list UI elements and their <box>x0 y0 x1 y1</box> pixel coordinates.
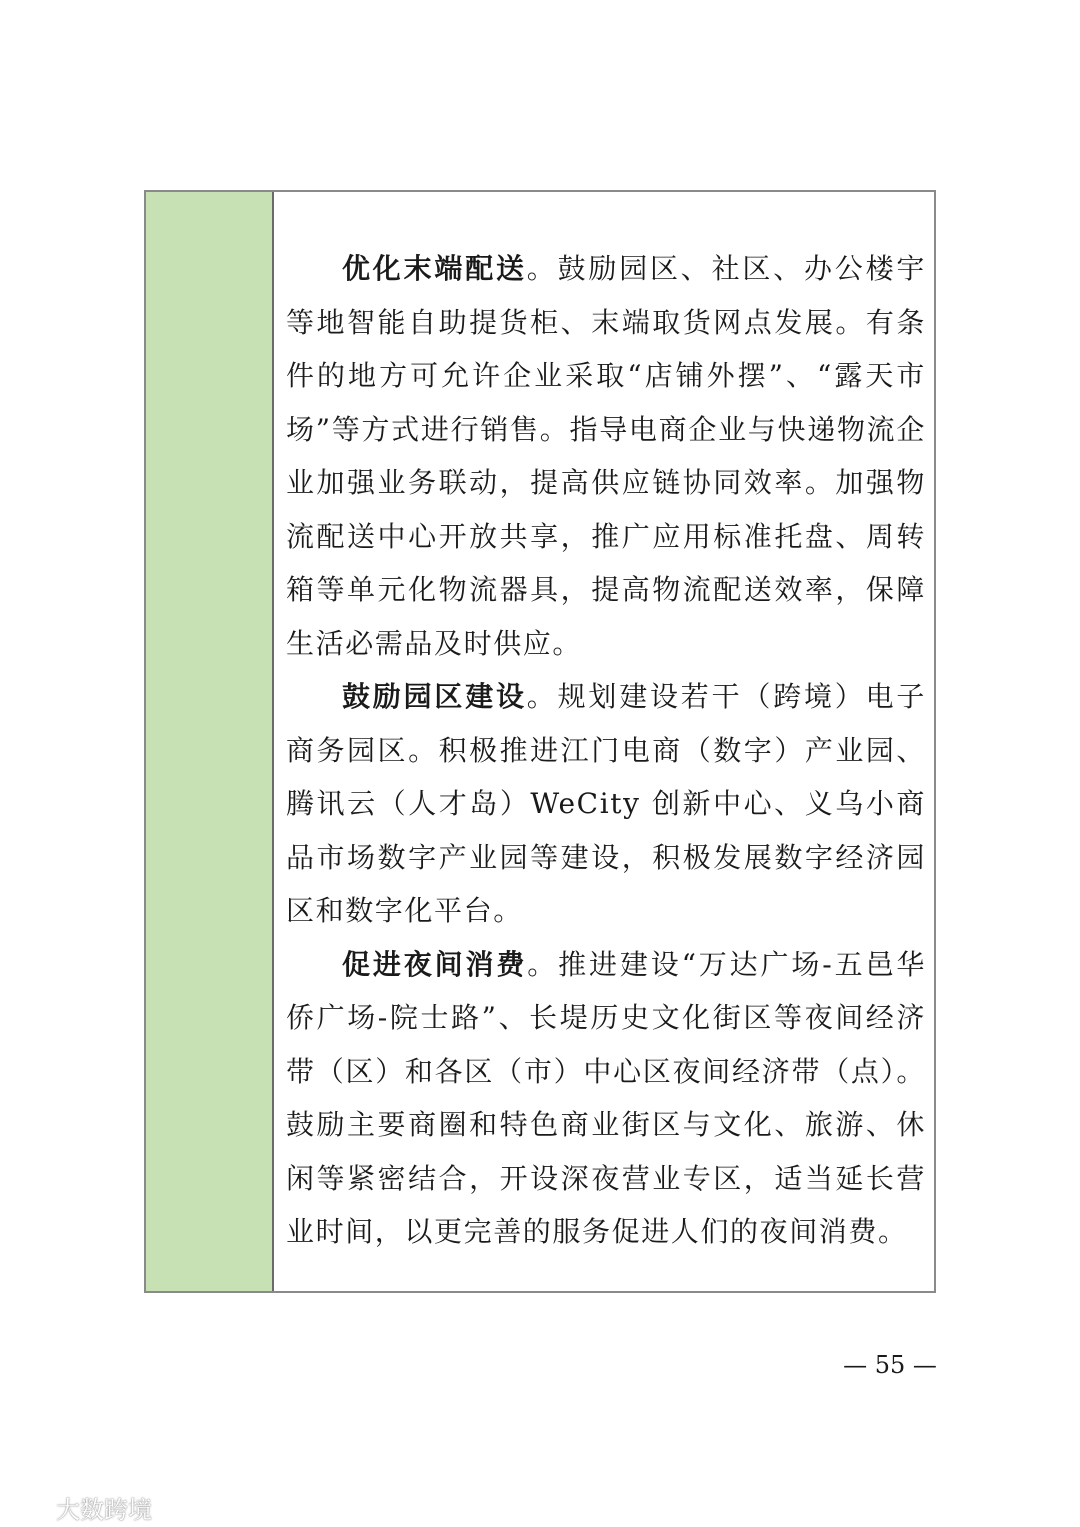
paragraph-heading: 促进夜间消费 <box>342 947 528 981</box>
content-box <box>144 190 936 1293</box>
paragraph-body: 。规划建设若干（跨境）电子商务园区。积极推进江门电商（数字）产业园、腾讯云（人才岛）WeCity 创新中心、义乌小商品市场数字产业园等建设，积极发展数字经济园区和数字化平台。 <box>286 680 926 927</box>
green-side-column <box>146 192 274 1291</box>
paragraph-optimize-delivery <box>286 242 926 670</box>
watermark-text: 大数跨境 <box>56 1496 152 1524</box>
paragraph-body: 。鼓励园区、社区、办公楼宇等地智能自助提货柜、末端取货网点发展。有条件的地方可允许企业采取“店铺外摆”、“露天市场”等方式进行销售。指导电商企业与快递物流企业加强业务联动，提高供应链协同效率。加强物流配送中心开放共享，推广应用标准托盘、周转箱等单元化物流器具，提高物流配送效率，保障生活必需品及时供应。 <box>286 252 926 660</box>
page-number: — 55 — <box>843 1351 937 1379</box>
paragraph-heading: 鼓励园区建设 <box>342 680 527 713</box>
paragraph-heading: 优化末端配送 <box>342 252 527 285</box>
paragraph-body: 。推进建设“万达广场-五邑华侨广场-院士路”、长堤历史文化街区等夜间经济带（区）和各区（市）中心区夜间经济带（点）。鼓励主要商圈和特色商业街区与文化、旅游、休闲等紧密结合，开设深夜营业专区，适当延长营业时间，以更完善的服务促进人们的夜间消费。 <box>286 947 926 1248</box>
speech-bubble-logo-icon <box>8 1495 50 1521</box>
content-area <box>274 192 934 1291</box>
watermark <box>8 1490 152 1525</box>
paragraph-night-consumption <box>286 938 926 1259</box>
paragraph-park-construction <box>286 670 926 938</box>
